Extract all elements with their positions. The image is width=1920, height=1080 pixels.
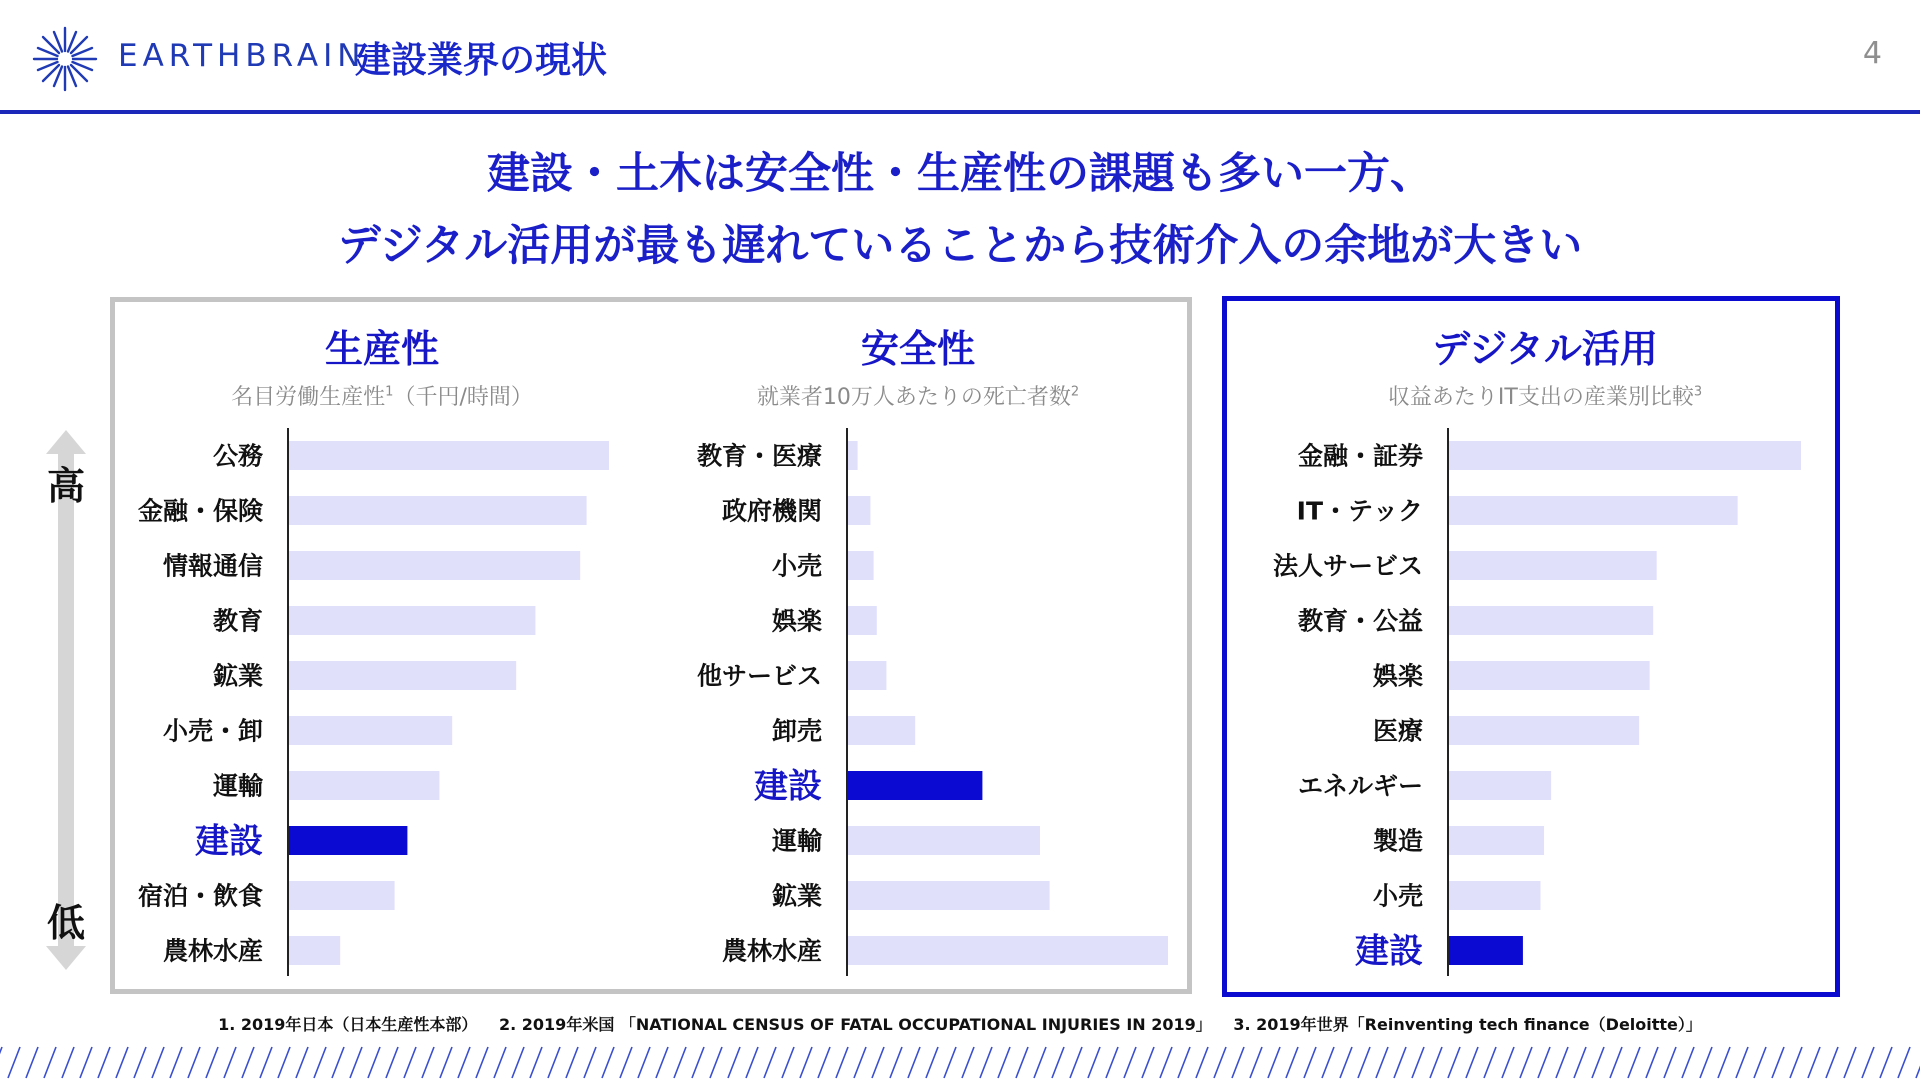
stripe [494,1047,506,1078]
category-label-2-3: 教育・公益 [1297,606,1423,636]
earthbrain-logo-icon [30,24,100,94]
page-number: 4 [1862,36,1882,71]
stripe [1826,1047,1838,1078]
stripe [998,1047,1010,1078]
stripe [440,1047,452,1078]
stripe [764,1047,776,1078]
stripe [1304,1047,1316,1078]
stripe [1358,1047,1370,1078]
stripe [98,1047,110,1078]
stripe [152,1047,164,1078]
stripe [1196,1047,1208,1078]
stripe [638,1047,650,1078]
stripe [1682,1047,1694,1078]
headline [0,138,1920,282]
stripe [422,1047,434,1078]
stripe [476,1047,488,1078]
stripe [1538,1047,1550,1078]
stripe [1448,1047,1460,1078]
stripe [746,1047,758,1078]
stripe [908,1047,920,1078]
category-label-1-1: 政府機関 [721,496,822,526]
stripe [836,1047,848,1078]
headline-line-2: デジタル活用が最も遅れていることから技術介入の余地が大きい [337,221,1583,271]
stripe [710,1047,722,1078]
stripe [800,1047,812,1078]
subtitle-text: 名目労働生産性 [231,385,386,410]
stripe [188,1047,200,1078]
stripe [944,1047,956,1078]
stripe [926,1047,938,1078]
stripe [1052,1047,1064,1078]
stripe [1502,1047,1514,1078]
chart-subtitle-digital [1345,380,1745,411]
stripe [512,1047,524,1078]
footnotes [0,1012,1920,1035]
footnote-ref: 3 [1693,384,1703,400]
chart-subtitle-productivity [182,380,582,411]
category-label-1-7: 運輸 [771,826,822,856]
category-label-2-6: エネルギー [1297,771,1423,801]
stripe [1646,1047,1658,1078]
stripe [1592,1047,1604,1078]
stripe [1376,1047,1388,1078]
stripe [962,1047,974,1078]
stripe [890,1047,902,1078]
stripe [1016,1047,1028,1078]
stripe [656,1047,668,1078]
category-label-0-4: 鉱業 [212,661,263,691]
stripe [692,1047,704,1078]
stripe [1286,1047,1298,1078]
stripe [1898,1047,1910,1078]
stripe [458,1047,470,1078]
footnote-3: 3. 2019年世界「Reinventing tech finance（Deloitte）」 [1233,1015,1702,1034]
stripe [1088,1047,1100,1078]
stripe [1178,1047,1190,1078]
stripe [1718,1047,1730,1078]
stripe [566,1047,578,1078]
stripe [1142,1047,1154,1078]
subtitle-text: 就業者10万人あたりの死亡者数 [756,385,1071,410]
category-label-0-7: 建設 [195,821,263,862]
category-label-2-0: 金融・証券 [1297,441,1423,471]
category-label-1-6: 建設 [754,766,822,807]
stripe [1322,1047,1334,1078]
category-label-0-6: 運輸 [212,771,263,801]
stripe [1124,1047,1136,1078]
stripe [1610,1047,1622,1078]
stripe [1268,1047,1280,1078]
category-label-1-3: 娯楽 [771,606,822,636]
stripe [1754,1047,1766,1078]
stripe [1412,1047,1424,1078]
axis-low-label: 低 [46,901,85,945]
stripe [62,1047,74,1078]
stripe [278,1047,290,1078]
stripe [0,1047,2,1078]
category-label-0-2: 情報通信 [162,551,263,581]
category-label-1-0: 教育・医療 [696,441,822,471]
category-label-0-3: 教育 [212,606,263,636]
stripe [980,1047,992,1078]
stripe [314,1047,326,1078]
stripe [1484,1047,1496,1078]
stripe [1214,1047,1226,1078]
category-label-1-5: 卸売 [771,716,822,746]
stripe [1736,1047,1748,1078]
stripe [224,1047,236,1078]
category-label-2-2: 法人サービス [1272,551,1423,581]
chart-subtitle-safety [718,380,1118,411]
brand-name: EARTHBRAIN [118,38,366,74]
stripe [206,1047,218,1078]
stripe [1250,1047,1262,1078]
stripe [404,1047,416,1078]
stripe [26,1047,38,1078]
stripe [332,1047,344,1078]
stripe [350,1047,362,1078]
stripe [1034,1047,1046,1078]
header-divider [0,110,1920,114]
stripe [260,1047,272,1078]
stripe [1106,1047,1118,1078]
category-label-0-1: 金融・保険 [137,496,263,526]
headline-line-1: 建設・土木は安全性・生産性の課題も多い一方、 [487,149,1433,199]
stripe [1520,1047,1532,1078]
stripe [674,1047,686,1078]
stripe [1466,1047,1478,1078]
category-label-1-8: 鉱業 [771,881,822,911]
category-label-2-1: IT・テック [1296,496,1423,526]
high-low-arrow-icon [46,430,86,970]
page-title: 建設業界の現状 [355,40,608,81]
stripe [8,1047,20,1078]
stripe [1772,1047,1784,1078]
stripe [1232,1047,1244,1078]
footnote-2: 2. 2019年米国 「NATIONAL CENSUS OF FATAL OCCUPATIONAL INJURIES IN 2019」 [499,1015,1212,1034]
stripe [620,1047,632,1078]
stripe [602,1047,614,1078]
stripe [116,1047,128,1078]
stripe [1700,1047,1712,1078]
stripe [1880,1047,1892,1078]
stripe [44,1047,56,1078]
stripe [1790,1047,1802,1078]
chart-title-digital: デジタル活用 [1432,327,1658,371]
stripe [134,1047,146,1078]
subtitle-text: 収益あたりIT支出の産業別比較 [1387,385,1694,410]
stripe [548,1047,560,1078]
stripe [530,1047,542,1078]
category-label-0-0: 公務 [212,441,263,471]
category-label-0-8: 宿泊・飲食 [137,881,263,911]
axis-high-label: 高 [46,464,85,508]
decorative-stripes [0,1045,1920,1080]
category-label-0-9: 農林水産 [162,936,263,966]
category-label-1-9: 農林水産 [721,936,822,966]
stripe [854,1047,866,1078]
footnote-ref: 2 [1070,384,1080,400]
category-label-1-2: 小売 [771,551,822,581]
category-label-0-5: 小売・卸 [162,716,263,746]
footnote-1: 1. 2019年日本（日本生産性本部） [218,1015,478,1034]
stripe [80,1047,92,1078]
stripe [1070,1047,1082,1078]
category-label-1-4: 他サービス [696,661,822,691]
stripe [1340,1047,1352,1078]
stripe [242,1047,254,1078]
category-label-2-8: 小売 [1372,881,1423,911]
slide-header [0,0,1920,113]
stripe [584,1047,596,1078]
chart-title-productivity: 生産性 [324,327,439,371]
footnote-ref: 1 [385,384,394,400]
stripe [1628,1047,1640,1078]
stripe [1916,1047,1920,1078]
stripe [782,1047,794,1078]
stripe [386,1047,398,1078]
subtitle-tail: （千円/時間） [393,385,533,410]
category-label-2-9: 建設 [1355,931,1423,972]
category-label-2-4: 娯楽 [1372,661,1423,691]
stripe [296,1047,308,1078]
stripe [872,1047,884,1078]
stripe [1844,1047,1856,1078]
stripe [1394,1047,1406,1078]
category-label-2-5: 医療 [1372,716,1423,746]
stripe [1430,1047,1442,1078]
stripe [1664,1047,1676,1078]
stripe [1862,1047,1874,1078]
stripe [1556,1047,1568,1078]
stripe [170,1047,182,1078]
category-label-2-7: 製造 [1372,826,1423,856]
stripe [1160,1047,1172,1078]
stripe [818,1047,830,1078]
stripe [1808,1047,1820,1078]
stripe [368,1047,380,1078]
stripe [728,1047,740,1078]
chart-title-safety: 安全性 [860,327,975,371]
stripe [1574,1047,1586,1078]
